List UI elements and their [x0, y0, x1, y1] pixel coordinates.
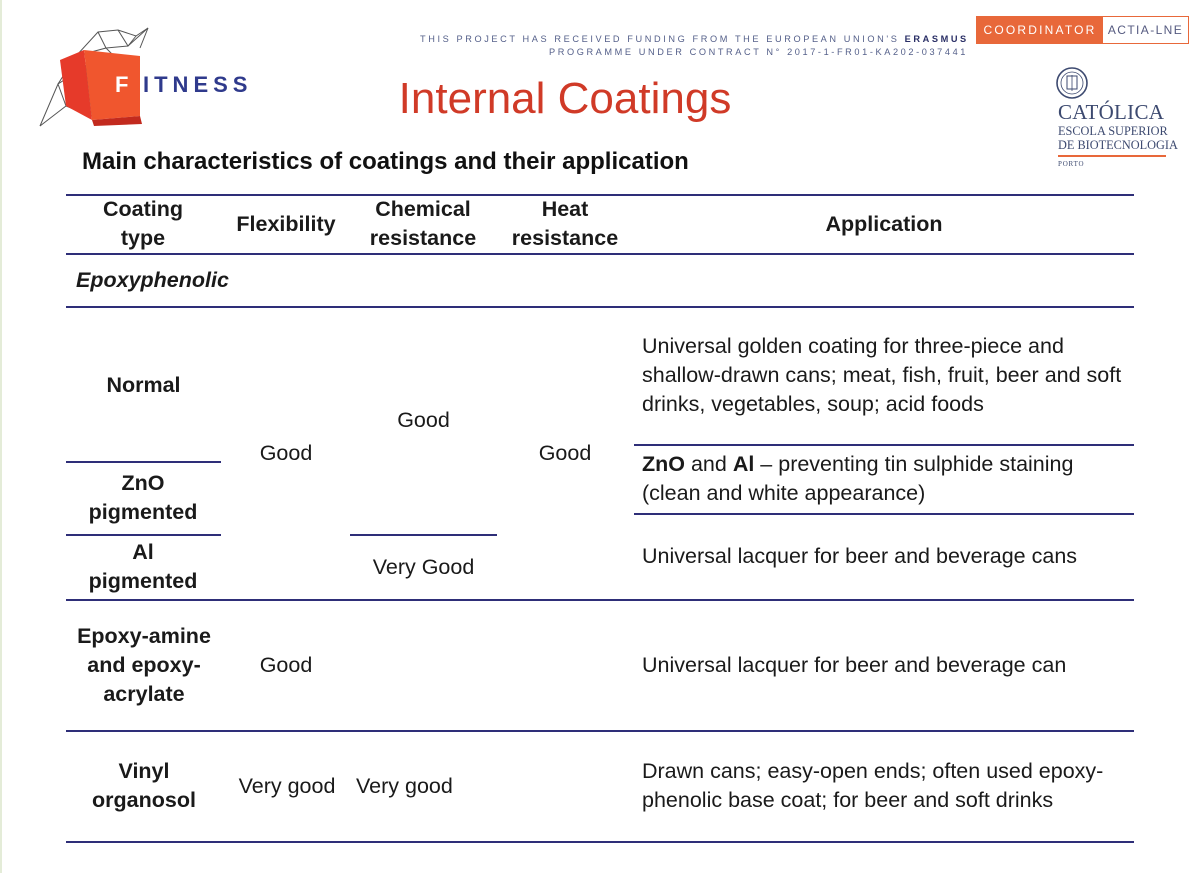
catolica-logo	[1050, 66, 1190, 176]
type-normal: Normal	[106, 372, 181, 397]
type-epoxy-amine: Epoxy-amine and epoxy-acrylate	[77, 623, 211, 706]
coordinator-label: COORDINATOR	[977, 17, 1103, 43]
epoxyphenolic-flexibility: Good	[259, 440, 313, 465]
group-label-epoxyphenolic: Epoxyphenolic	[76, 267, 229, 292]
funding-line-1-text: THIS PROJECT HAS RECEIVED FUNDING FROM THE EUROPEAN UNION'S	[420, 34, 905, 44]
header-chemical-resistance: Chemical resistance	[369, 197, 477, 250]
header-application: Application	[825, 211, 943, 236]
vinyl-flexibility: Very good	[238, 773, 336, 798]
epoxy-amine-application: Universal lacquer for beer and beverage can	[642, 652, 1067, 677]
logo-wordmark: ITNESS	[143, 72, 253, 97]
university-seal-icon	[1054, 66, 1090, 100]
vinyl-chemical: Very good	[356, 773, 453, 798]
partner-subtitle-2: DE BIOTECNOLOGIA	[1058, 138, 1178, 152]
vinyl-application: Drawn cans; easy-open ends; often used epoxy-phenolic base coat; for beer and soft drinks	[642, 759, 1104, 812]
coatings-table	[66, 194, 1134, 846]
header-heat-resistance: Heat resistance	[511, 197, 619, 250]
zno-and: and	[685, 452, 733, 476]
page-title: Internal Coatings	[398, 74, 732, 123]
epoxyphenolic-chemical-lower: Very Good	[372, 554, 475, 579]
type-al-pigmented: Al pigmented	[88, 540, 198, 593]
header-flexibility: Flexibility	[236, 211, 336, 236]
logo-letter-f: F	[115, 72, 131, 97]
zno-application	[642, 445, 1130, 513]
epoxyphenolic-chemical-upper: Good	[397, 408, 450, 432]
header-coating-type: Coating type	[102, 197, 184, 250]
funding-line-2: PROGRAMME UNDER CONTRACT N° 2017-1-FR01-KA202-037441	[548, 47, 968, 57]
al-application: Universal lacquer for beer and beverage cans	[642, 544, 1078, 568]
funding-statement	[420, 33, 968, 59]
partner-subtitle-1: ESCOLA SUPERIOR	[1058, 124, 1168, 138]
partner-name: CATÓLICA	[1058, 100, 1165, 124]
normal-application: Universal golden coating for three-piece and shallow-drawn cans; meat, fish, fruit, beer and soft drinks, vegetables, soup; acid foods	[642, 334, 1122, 416]
type-zno-pigmented: ZnO pigmented	[88, 471, 198, 524]
section-subtitle: Main characteristics of coatings and their application	[82, 148, 689, 175]
epoxy-amine-flexibility: Good	[259, 652, 313, 677]
partner-city: PORTO	[1058, 160, 1085, 168]
zno-application-text	[642, 450, 1130, 508]
left-edge-stripe	[0, 0, 2, 873]
table-bottom-rule	[66, 841, 1134, 843]
funding-line-1	[420, 33, 968, 46]
partner-accent-bar	[1058, 155, 1166, 157]
erasmus-label: ERASMUS	[904, 34, 969, 44]
zno-application-rest: – preventing tin sulphide staining (clean and white appearance)	[642, 452, 1074, 505]
type-vinyl-organosol: Vinyl organosol	[92, 759, 196, 812]
coordinator-badge	[976, 16, 1189, 44]
al-bold: Al	[732, 452, 755, 476]
coordinator-value: ACTIA-LNE	[1107, 23, 1184, 37]
zno-bold: ZnO	[642, 452, 685, 476]
fitness-logo	[36, 26, 276, 132]
epoxyphenolic-heat: Good	[538, 440, 592, 465]
